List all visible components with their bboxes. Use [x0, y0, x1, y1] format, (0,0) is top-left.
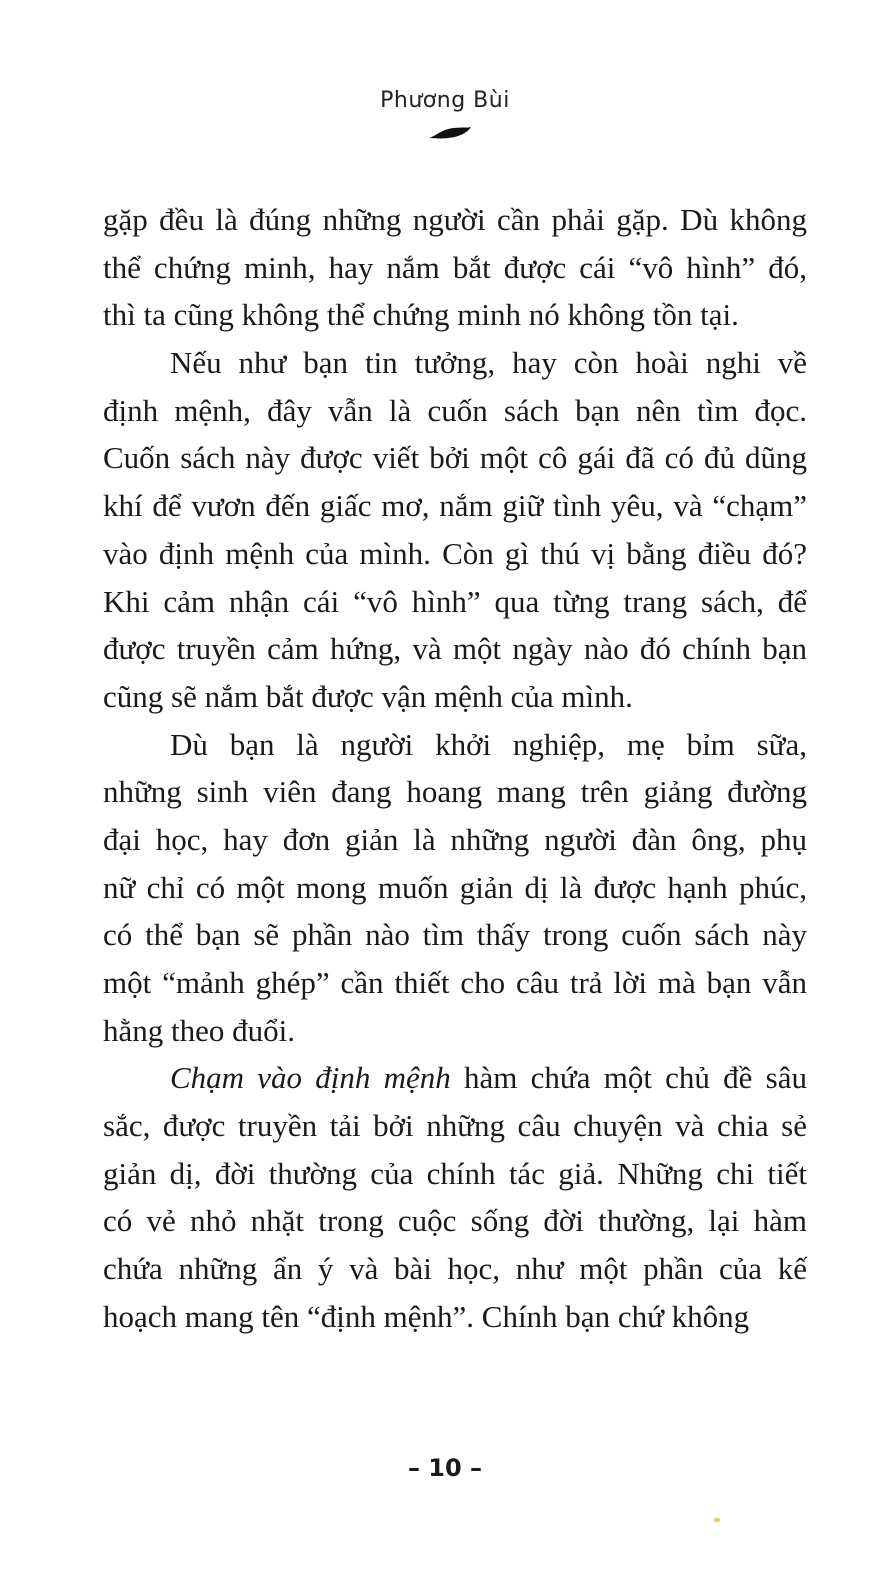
paragraph [103, 196, 807, 339]
paragraph [103, 339, 807, 721]
text-line: cũng sẽ nắm bắt được vận mệnh của mình. [103, 678, 633, 714]
text-line: Dù bạn là người khởi nghiệp, mẹ bỉm sữa, [170, 726, 807, 762]
feather-ornament-icon [428, 126, 472, 140]
running-header-author: Phương Bùi [380, 88, 510, 113]
text-line: Cuốn sách này được viết bởi một cô gái đã có đủ dũng [103, 440, 807, 476]
text-line: Nếu như bạn tin tưởng, hay còn hoài nghi về [170, 345, 807, 381]
text-line: vào định mệnh của mình. Còn gì thú vị bằng điều đó? [103, 535, 807, 571]
text-line: thì ta cũng không thể chứng minh nó không tồn tại. [103, 297, 739, 333]
text-line: hằng theo đuổi. [103, 1012, 295, 1048]
text-line: Khi cảm nhận cái “vô hình” qua từng trang sách, để [103, 583, 807, 619]
body-text [103, 196, 807, 1341]
text-line: có thể bạn sẽ phần nào tìm thấy trong cuốn sách này [103, 917, 807, 953]
text-line: một “mảnh ghép” cần thiết cho câu trả lời mà bạn vẫn [103, 965, 807, 1000]
text-line: đại học, hay đơn giản là những người đàn ông, phụ [103, 821, 807, 857]
text-line: gặp đều là đúng những người cần phải gặp. Dù không [103, 202, 807, 237]
text-line: sắc, được truyền tải bởi những câu chuyện và chia sẻ [103, 1108, 807, 1144]
text-line: có vẻ nhỏ nhặt trong cuộc sống đời thường, lại hàm [103, 1203, 807, 1239]
book-title-italic: Chạm vào định mệnh [170, 1060, 451, 1096]
text-line: thể chứng minh, hay nắm bắt được cái “vô hình” đó, [103, 249, 807, 285]
text-line: chứa những ẩn ý và bài học, như một phần của kế [103, 1251, 807, 1287]
text-line: giản dị, đời thường của chính tác giả. Những chi tiết [103, 1155, 807, 1191]
text-line: được truyền cảm hứng, và một ngày nào đó chính bạn [103, 631, 807, 667]
text-line: nữ chỉ có một mong muốn giản dị là được hạnh phúc, [103, 869, 807, 905]
text-line: những sinh viên đang hoang mang trên giảng đường [103, 774, 807, 810]
text-line: hoạch mang tên “định mệnh”. Chính bạn chứ không [103, 1298, 750, 1334]
text-line: định mệnh, đây vẫn là cuốn sách bạn nên tìm đọc. [103, 392, 807, 428]
text-line: khí để vươn đến giấc mơ, nắm giữ tình yêu, và “chạm” [103, 488, 807, 524]
scan-speck [714, 1518, 720, 1522]
paragraph [103, 1054, 807, 1340]
line-text: hàm chứa một chủ đề sâu [450, 1060, 807, 1096]
page-number: – 10 – [407, 1454, 483, 1482]
paragraph [103, 721, 807, 1055]
text-line [103, 1054, 807, 1102]
